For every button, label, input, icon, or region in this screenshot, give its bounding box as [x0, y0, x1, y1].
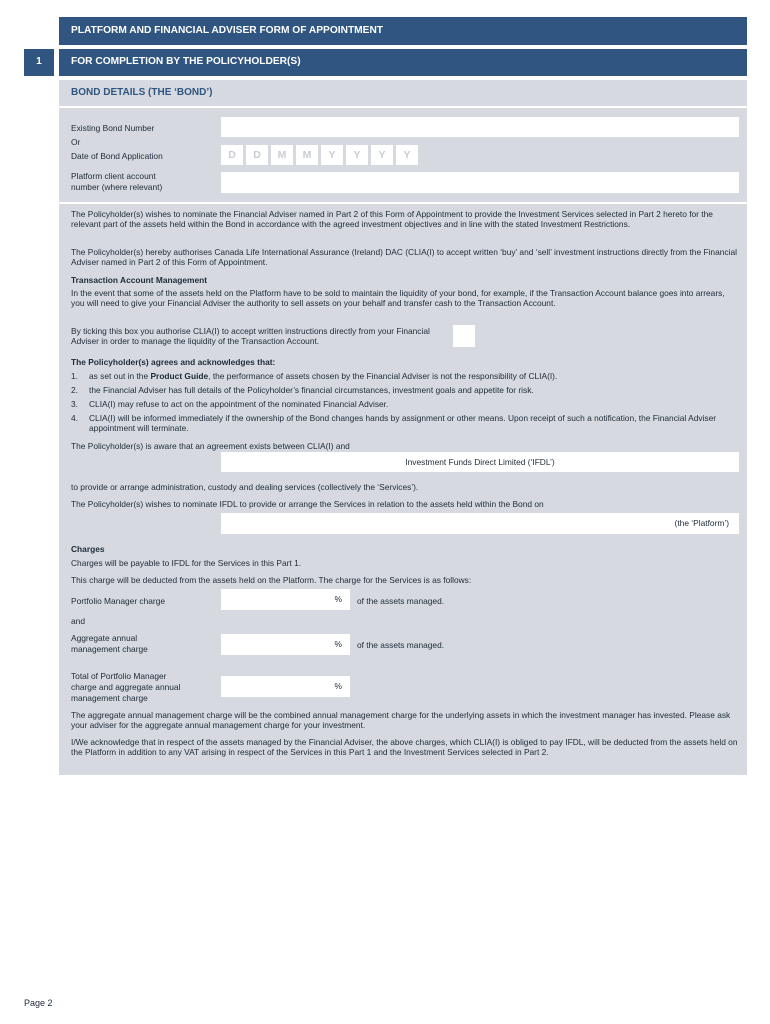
aggregate-charge-label-line1: Aggregate annual [71, 633, 138, 643]
ifdl-field[interactable]: Investment Funds Direct Limited (‘IFDL’) [221, 452, 739, 472]
date-cell-day[interactable]: D [246, 145, 268, 165]
platform-account-number-field[interactable] [221, 172, 739, 193]
nominate-ifdl-text: The Policyholder(s) wishes to nominate IFDL to provide or arrange the Services in relation to the assets held within the Bond on [71, 499, 544, 509]
date-cell-year[interactable]: Y [321, 145, 343, 165]
agrees-heading: The Policyholder(s) agrees and acknowledges that: [71, 357, 276, 367]
list-text: as set out in the Product Guide, the performance of assets chosen by the Financial Adviser is not the responsibility of CLIA(I). [89, 371, 558, 381]
list-text: the Financial Adviser has full details of the Policyholder’s financial circumstances, investment goals and appetite for risk. [89, 385, 534, 395]
total-charge-label-line3: management charge [71, 693, 148, 703]
of-assets-label: of the assets managed. [357, 596, 445, 606]
list-number: 3. [71, 399, 78, 409]
transaction-account-heading: Transaction Account Management [71, 275, 208, 285]
product-guide-reference: Product Guide [150, 371, 209, 381]
list-number: 1. [71, 371, 78, 381]
transaction-account-paragraph: In the event that some of the assets held on the Platform have to be sold to maintain the liquidity of your bond, for example, if the Transaction Account balance goes into arrears, you will need to give your Financial Adviser the authority to sell assets on your behalf and transfer cash to the Transaction Account. [71, 288, 725, 309]
charges-line1: Charges will be payable to IFDL for the Services in this Part 1. [71, 558, 302, 568]
section-title: FOR COMPLETION BY THE POLICYHOLDER(S) [59, 49, 747, 76]
tick-box-text: By ticking this box you authorise CLIA(I) to accept written instructions directly from your Financial Adviser in order to manage the liquidity of the Transaction Account. [71, 326, 430, 347]
amc-explanation-paragraph: The aggregate annual management charge will be the combined annual management charge for the underlying assets in which the investment manager has invested. Please ask your adviser for the aggregate annual management charge for your investment. [71, 710, 731, 731]
portfolio-manager-charge-label: Portfolio Manager charge [71, 596, 166, 606]
existing-bond-label: Existing Bond Number [71, 123, 155, 133]
authorisation-paragraph: The Policyholder(s) hereby authorises Canada Life International Assurance (Ireland) DAC (CLIA(I) to accept written ‘buy’ and ‘sell’ investment instructions directly from the Financial Adviser named in Part 2 of this Form of Appointment. [71, 247, 737, 268]
platform-account-label-line2: number (where relevant) [71, 182, 163, 192]
total-charge-field[interactable]: % [221, 676, 350, 697]
platform-account-label-line1: Platform client account [71, 171, 156, 181]
list-text: CLIA(I) may refuse to act on the appointment of the nominated Financial Adviser. [89, 399, 389, 409]
services-text: to provide or arrange administration, custody and dealing services (collectively the ‘Services’). [71, 482, 419, 492]
bond-details-heading: BOND DETAILS (THE ‘BOND’) [59, 80, 747, 106]
list-number: 4. [71, 413, 78, 423]
of-assets-label: of the assets managed. [357, 640, 445, 650]
aggregate-charge-label-line2: management charge [71, 644, 148, 654]
charges-heading: Charges [71, 544, 105, 554]
date-cell-month[interactable]: M [271, 145, 293, 165]
total-charge-label-line2: charge and aggregate annual [71, 682, 181, 692]
acknowledgement-paragraph: I/We acknowledge that in respect of the assets managed by the Financial Adviser, the above charges, which CLIA(I) is obliged to pay IFDL, will be deducted from the assets held on the Platform in addition to any VAT arising in respect of the Services in this Part 1 and the Investment Services selected in Part 2. [71, 737, 738, 758]
transaction-account-checkbox[interactable] [453, 325, 475, 347]
date-of-application-label: Date of Bond Application [71, 151, 163, 161]
platform-field[interactable]: (the ‘Platform’) [221, 513, 739, 534]
aware-text: The Policyholder(s) is aware that an agreement exists between CLIA(I) and [71, 441, 350, 451]
date-cell-year[interactable]: Y [346, 145, 368, 165]
aggregate-charge-field[interactable]: % [221, 634, 350, 655]
portfolio-manager-charge-field[interactable]: % [221, 589, 350, 610]
existing-bond-number-field[interactable] [221, 117, 739, 137]
date-cell-year[interactable]: Y [371, 145, 393, 165]
section-number: 1 [24, 49, 54, 76]
date-cell-year[interactable]: Y [396, 145, 418, 165]
charges-line2: This charge will be deducted from the assets held on the Platform. The charge for the Services is as follows: [71, 575, 472, 585]
or-label: Or [71, 137, 81, 147]
nomination-paragraph: The Policyholder(s) wishes to nominate the Financial Adviser named in Part 2 of this Form of Appointment to provide the Investment Services selected in Part 2 hereto for the relevant part of the assets held within the Bond in accordance with the agreed investment objectives and in line with the stated Investment Restrictions. [71, 209, 713, 230]
list-text: CLIA(I) will be informed immediately if the ownership of the Bond changes hands by assignment or other means. Upon receipt of such a notification, the Financial Adviser appointment will terminate. [89, 413, 717, 434]
and-label: and [71, 616, 85, 626]
total-charge-label-line1: Total of Portfolio Manager [71, 671, 167, 681]
date-cell-month[interactable]: M [296, 145, 318, 165]
form-title: PLATFORM AND FINANCIAL ADVISER FORM OF APPOINTMENT [59, 17, 747, 45]
list-number: 2. [71, 385, 78, 395]
date-of-application-field [221, 145, 418, 165]
page-number: Page 2 [24, 998, 53, 1008]
date-cell-day[interactable]: D [221, 145, 243, 165]
